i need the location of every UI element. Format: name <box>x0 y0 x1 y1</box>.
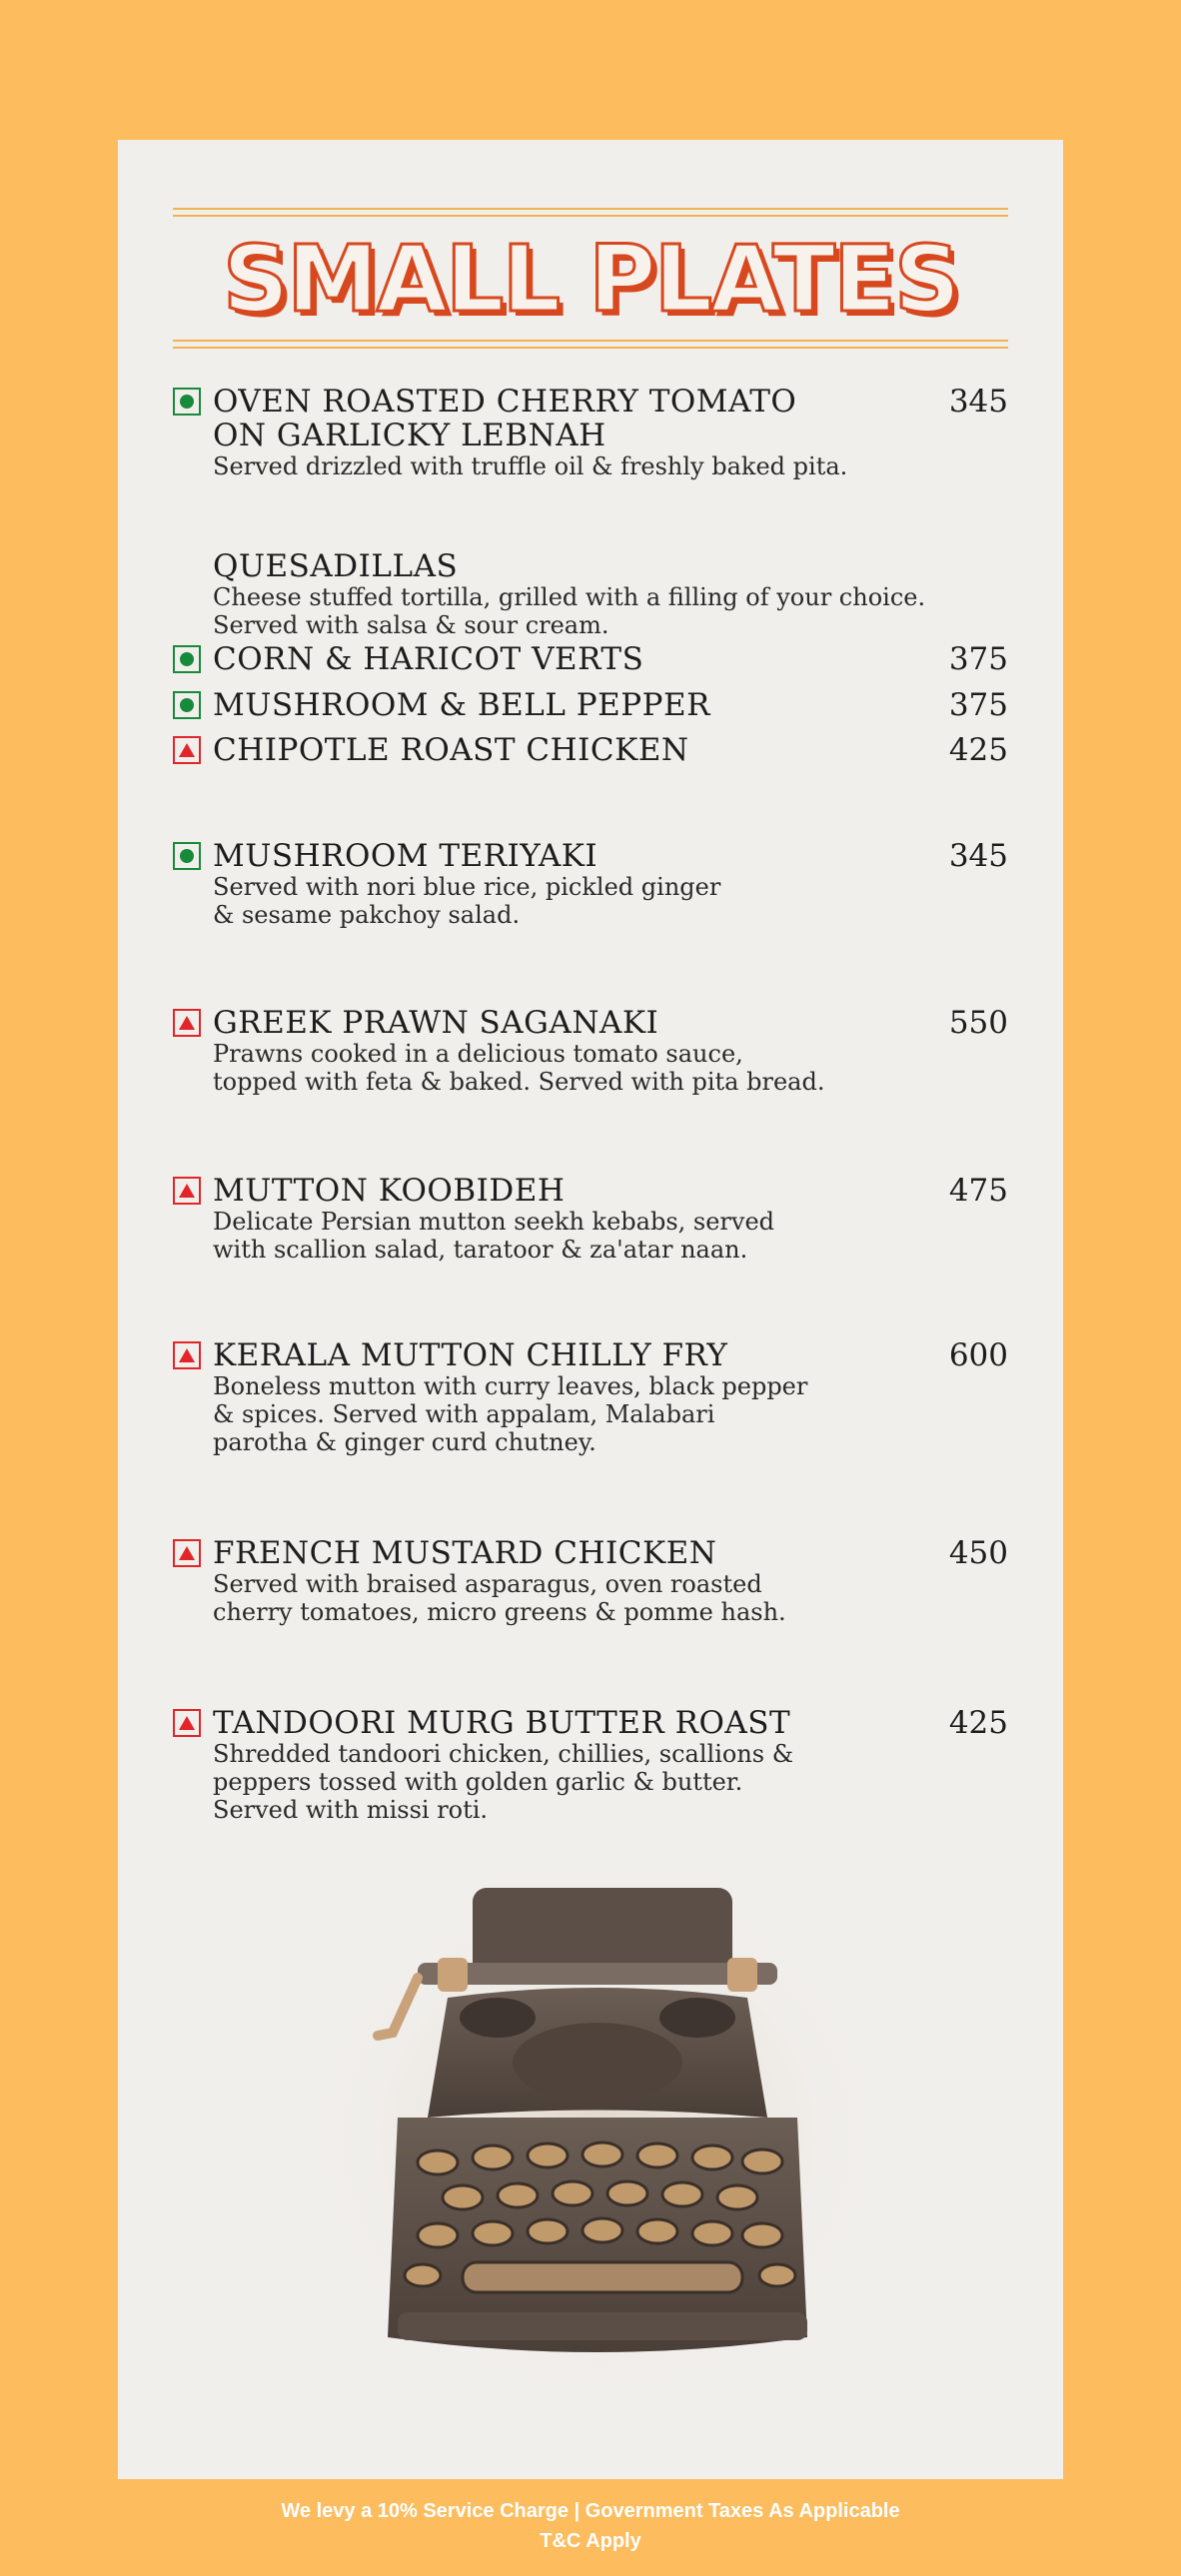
item-name: GREEK PRAWN SAGANAKI <box>213 1005 659 1041</box>
item-name: MUSHROOM & BELL PEPPER <box>213 687 710 723</box>
menu-item-greek-prawn-saganaki <box>173 1006 1008 1096</box>
item-name: FRENCH MUSTARD CHICKEN <box>213 1535 717 1571</box>
title-rule-top <box>173 208 1008 217</box>
nonveg-icon <box>173 1341 201 1369</box>
service-charge-note: We levy a 10% Service Charge | Government Taxes As Applicable <box>281 2500 900 2522</box>
item-price: 375 <box>948 687 1008 723</box>
item-description: Prawns cooked in a delicious tomato sauce, topped with feta & baked. Served with pita bread. <box>213 1040 825 1096</box>
item-name: MUTTON KOOBIDEH <box>213 1173 566 1209</box>
menu-item-oven-roasted-cherry-tomato <box>173 385 1008 480</box>
menu-item-french-mustard-chicken <box>173 1536 1008 1626</box>
veg-icon <box>173 842 201 870</box>
nonveg-icon <box>173 1177 201 1205</box>
menu-item-mushroom-bell-pepper <box>173 688 1008 722</box>
item-price: 345 <box>948 384 1008 420</box>
item-name: CHIPOTLE ROAST CHICKEN <box>213 732 689 768</box>
item-description: Served with braised asparagus, oven roasted cherry tomatoes, micro greens & pomme hash. <box>213 1570 786 1626</box>
item-name: KERALA MUTTON CHILLY FRY <box>213 1337 728 1373</box>
nonveg-icon <box>173 1709 201 1737</box>
menu-item-chipotle-roast-chicken <box>173 733 1008 767</box>
menu-item-quesadillas <box>173 549 1008 639</box>
menu-card <box>118 140 1063 2479</box>
item-description: Served with nori blue rice, pickled ginger & sesame pakchoy salad. <box>213 873 721 929</box>
veg-icon <box>173 691 201 719</box>
item-name: OVEN ROASTED CHERRY TOMATO ON GARLICKY LEBNAH <box>213 384 797 453</box>
menu-item-corn-haricot-verts <box>173 642 1008 676</box>
item-price: 450 <box>948 1535 1008 1571</box>
veg-icon <box>173 388 201 416</box>
veg-icon <box>173 645 201 673</box>
item-description: Boneless mutton with curry leaves, black pepper & spices. Served with appalam, Malabari parotha & ginger curd chutney. <box>213 1372 808 1456</box>
item-price: 345 <box>948 838 1008 874</box>
menu-item-tandoori-murg-butter-roast <box>173 1706 1008 1824</box>
item-name: TANDOORI MURG BUTTER ROAST <box>213 1705 791 1741</box>
item-description: Shredded tandoori chicken, chillies, scallions & peppers tossed with golden garlic & butter. Served with missi roti. <box>213 1740 794 1824</box>
item-price: 475 <box>948 1173 1008 1209</box>
item-price: 425 <box>948 1705 1008 1741</box>
title-rule-bottom <box>173 340 1008 349</box>
item-description: Served drizzled with truffle oil & freshly baked pita. <box>213 452 848 480</box>
menu-item-kerala-mutton-chilly-fry <box>173 1338 1008 1456</box>
item-description: Cheese stuffed tortilla, grilled with a filling of your choice. Served with salsa & sour cream. <box>213 583 926 639</box>
terms-note: T&C Apply <box>540 2530 641 2552</box>
item-price: 375 <box>948 641 1008 677</box>
item-name: CORN & HARICOT VERTS <box>213 641 644 677</box>
nonveg-icon <box>173 1539 201 1567</box>
typewriter-illustration <box>298 1858 897 2417</box>
item-name: MUSHROOM TERIYAKI <box>213 838 598 874</box>
nonveg-icon <box>173 736 201 764</box>
item-description: Delicate Persian mutton seekh kebabs, served with scallion salad, taratoor & za'atar naan. <box>213 1208 775 1264</box>
menu-item-mushroom-teriyaki <box>173 839 1008 929</box>
item-name: QUESADILLAS <box>213 548 459 584</box>
item-price: 600 <box>948 1337 1008 1373</box>
item-price: 425 <box>948 732 1008 768</box>
section-title: SMALL PLATES <box>222 226 959 333</box>
nonveg-icon <box>173 1009 201 1037</box>
item-price: 550 <box>948 1005 1008 1041</box>
menu-item-mutton-koobideh <box>173 1174 1008 1264</box>
